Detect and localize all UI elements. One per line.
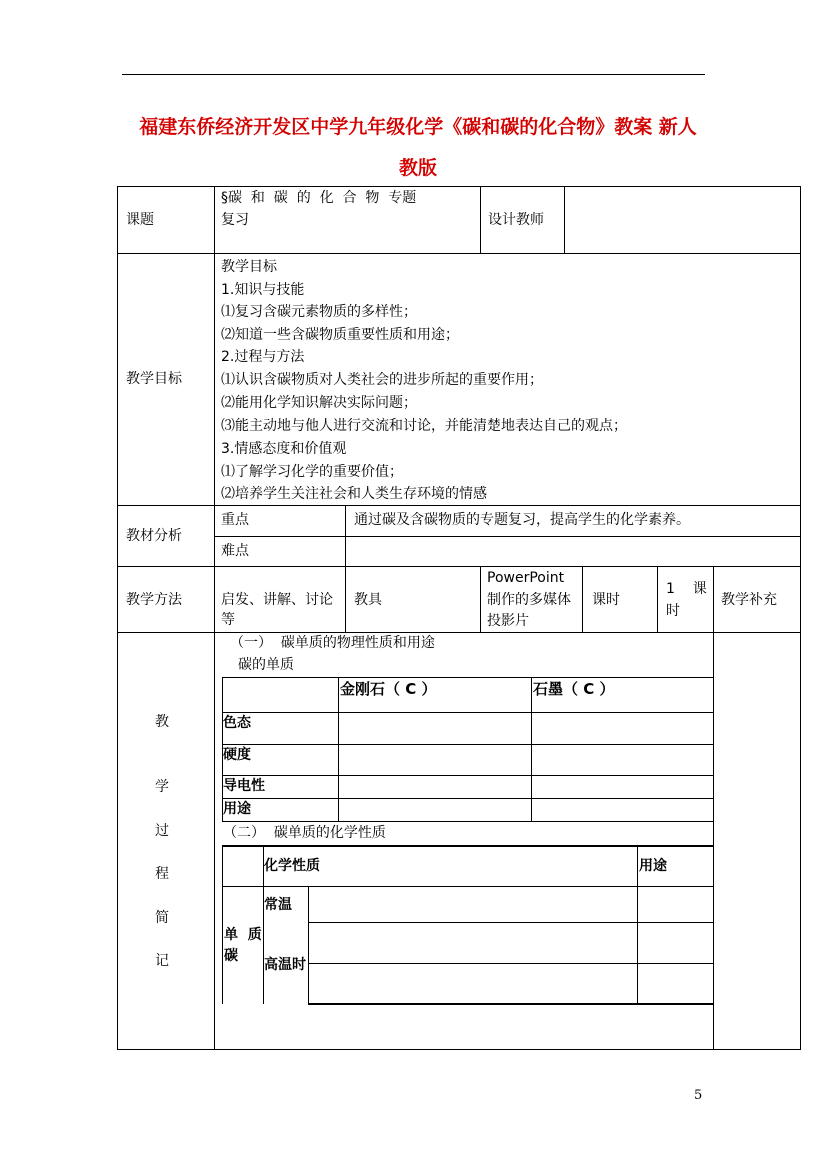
section1-subheading: 碳的单质 — [238, 657, 294, 673]
column-header-diamond: 金刚石（ C ） — [340, 680, 437, 698]
goals-line: ⑵知道一些含碳物质重要性质和用途； — [221, 327, 459, 343]
hours-value-cont: 时 — [666, 603, 680, 619]
table-border — [117, 186, 801, 187]
table-border — [713, 566, 714, 1050]
goals-line: ⑴了解学习化学的重要价值； — [221, 464, 403, 480]
goals-line: 2.过程与方法 — [221, 349, 305, 365]
grid-line — [222, 845, 713, 847]
row-label-uses: 用途 — [223, 801, 251, 817]
key-point-value: 通过碳及含碳物质的专题复习，提高学生的化学素养。 — [354, 512, 690, 528]
row-label-room-temp: 常温 — [264, 897, 292, 913]
designer-label: 设计教师 — [488, 212, 544, 228]
goals-line: ⑶能主动地与他人进行交流和讨论，并能清楚地表达自己的观点； — [221, 418, 627, 434]
hours-value: 1 课 — [666, 581, 707, 597]
table-border — [480, 566, 481, 632]
tools-label: 教具 — [354, 592, 382, 608]
difficulty-label: 难点 — [221, 543, 249, 559]
header-rule — [122, 74, 705, 75]
document-title: 福建东侨经济开发区中学九年级化学《碳和碳的化合物》教案 新人 — [139, 116, 697, 138]
hours-label: 课时 — [592, 592, 620, 608]
section2-heading: （二） 碳单质的化学性质 — [223, 825, 386, 841]
tools-value-cont: 制作的多媒体 — [487, 592, 571, 608]
analysis-label: 教材分析 — [126, 528, 182, 544]
row-label-high-temp: 高温时 — [264, 957, 306, 973]
goals-line: ⑴认识含碳物质对人类社会的进步所起的重要作用； — [221, 372, 543, 388]
row-label-color-state: 色态 — [223, 715, 251, 731]
process-label-char: 记 — [155, 953, 169, 969]
row-label-conductivity: 导电性 — [223, 778, 265, 794]
grid-line — [222, 712, 713, 713]
column-header-graphite: 石墨（ C ） — [533, 680, 615, 698]
process-label-char: 学 — [155, 779, 169, 795]
table-border — [564, 186, 565, 253]
grid-line — [222, 845, 223, 1004]
row-label-hardness: 硬度 — [223, 747, 251, 763]
grid-line — [222, 744, 713, 745]
topic-value-cont: 复习 — [221, 212, 249, 228]
goals-line: 3.情感态度和价值观 — [221, 441, 347, 457]
table-border — [800, 186, 801, 1050]
supplement-label: 教学补充 — [721, 592, 777, 608]
goals-line: 1.知识与技能 — [221, 282, 305, 298]
group-label-elemental: 单 质 — [224, 927, 262, 943]
grid-line — [308, 963, 713, 964]
topic-value: §碳 和 碳 的 化 合 物 专题 — [221, 190, 417, 206]
goals-line: ⑴复习含碳元素物质的多样性； — [221, 304, 417, 320]
grid-line — [308, 1003, 713, 1005]
process-label-char: 教 — [155, 714, 169, 730]
table-border — [117, 1049, 801, 1050]
method-value-cont: 等 — [221, 612, 235, 628]
goals-line: 教学目标 — [221, 259, 277, 275]
goals-label: 教学目标 — [126, 371, 182, 387]
group-label-carbon: 碳 — [224, 948, 238, 964]
column-header-uses: 用途 — [639, 858, 667, 874]
table-border — [657, 566, 658, 632]
topic-label: 课题 — [126, 212, 154, 228]
page-number: 5 — [694, 1088, 703, 1103]
grid-line — [637, 845, 638, 1004]
table-border — [117, 566, 801, 567]
grid-line — [222, 821, 713, 822]
table-border — [214, 186, 215, 1050]
table-border — [480, 186, 481, 253]
process-label-char: 过 — [155, 823, 169, 839]
grid-line — [222, 677, 713, 678]
section1-heading: （一） 碳单质的物理性质和用途 — [230, 635, 435, 651]
method-value: 启发、讲解、讨论 — [221, 592, 333, 608]
grid-line — [222, 886, 713, 887]
goals-line: ⑵培养学生关注社会和人类生存环境的情感 — [221, 486, 487, 502]
table-border — [582, 566, 583, 632]
document-title-continued: 教版 — [398, 157, 437, 179]
process-label-char: 简 — [155, 910, 169, 926]
goals-line: ⑵能用化学知识解决实际问题； — [221, 395, 417, 411]
table-border — [117, 253, 801, 254]
table-border — [117, 632, 801, 633]
grid-line — [308, 922, 713, 923]
grid-line — [338, 677, 339, 821]
grid-line — [308, 886, 309, 1004]
method-label: 教学方法 — [126, 592, 182, 608]
tools-value-cont: 投影片 — [487, 613, 529, 629]
grid-line — [222, 775, 713, 776]
column-header-chem-props: 化学性质 — [264, 858, 320, 874]
grid-line — [222, 798, 713, 799]
table-border — [345, 505, 346, 632]
table-border — [117, 505, 801, 506]
grid-line — [531, 677, 532, 821]
table-border — [117, 186, 118, 1050]
process-label-char: 程 — [155, 866, 169, 882]
key-point-label: 重点 — [221, 512, 249, 528]
tools-value: PowerPoint — [487, 570, 565, 586]
table-border — [214, 536, 801, 537]
